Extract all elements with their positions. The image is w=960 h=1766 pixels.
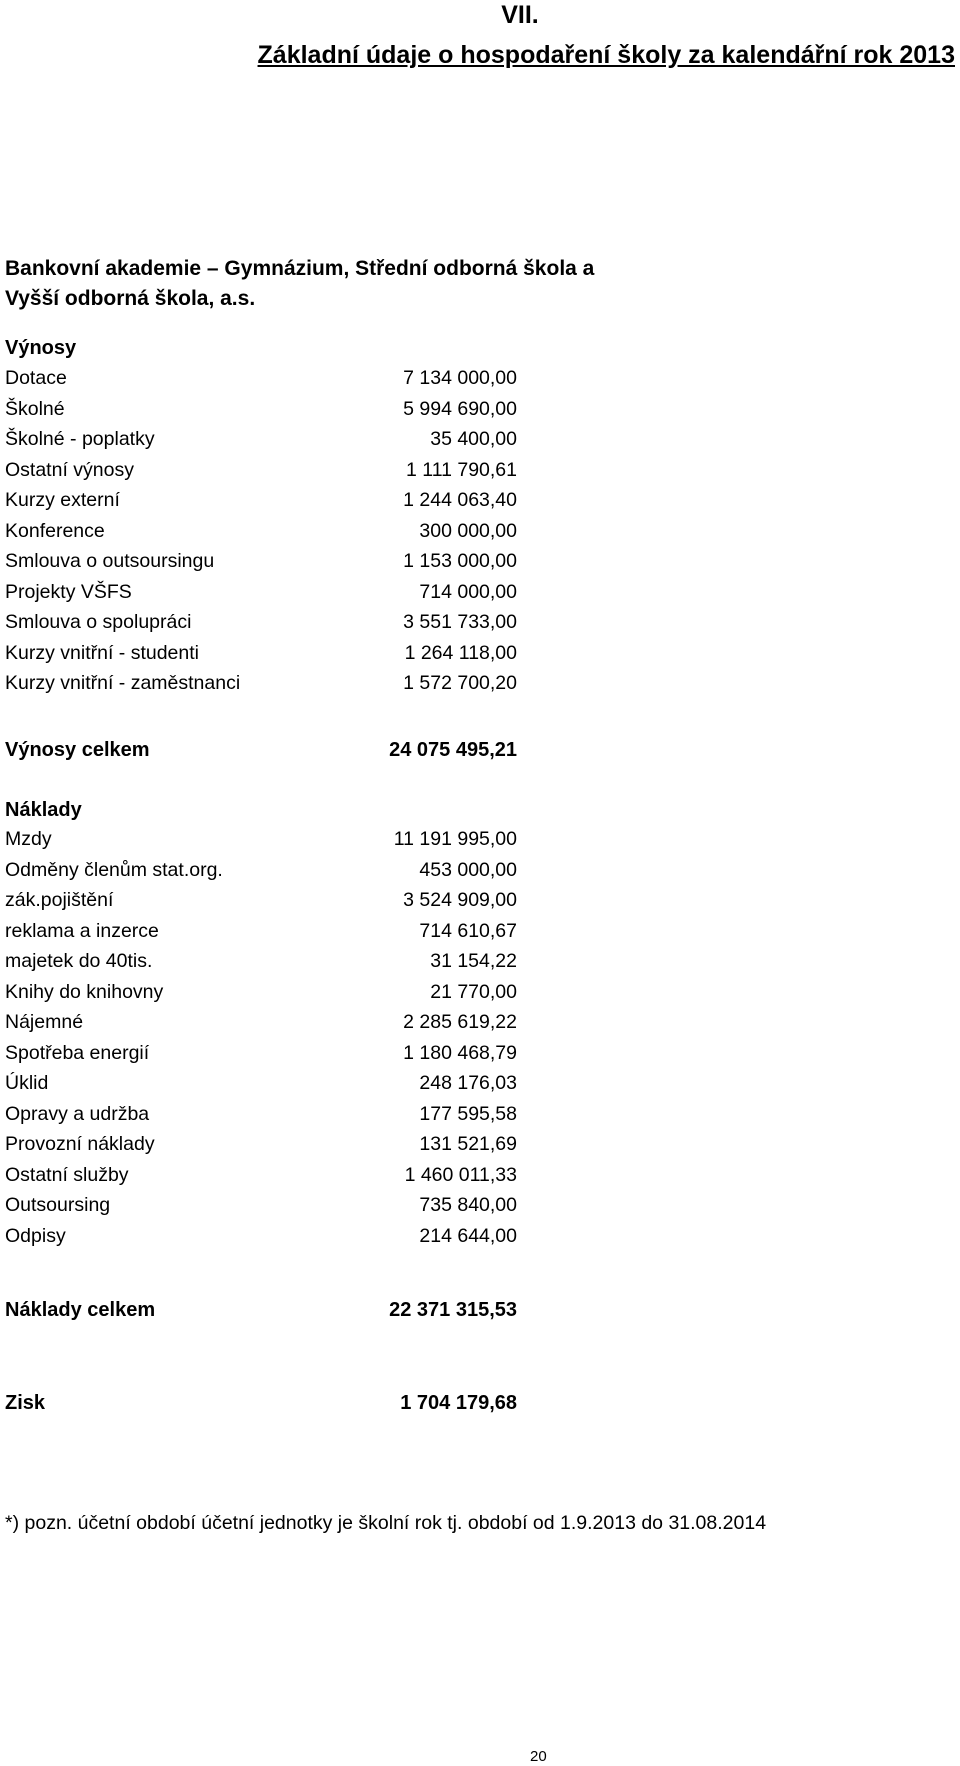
row-value: 735 840,00 (419, 1194, 517, 1216)
row-label: Úklid (5, 1072, 49, 1094)
row-value: 11 191 995,00 (393, 828, 517, 850)
cost-row (5, 1007, 517, 1038)
row-value: 35 400,00 (430, 428, 517, 450)
revenues-total-row (5, 735, 517, 765)
row-value: 1 153 000,00 (403, 550, 517, 572)
row-value: 300 000,00 (419, 519, 517, 542)
row-label: Opravy a udržba (5, 1102, 150, 1125)
organization-name (5, 254, 725, 314)
row-value: 214 644,00 (419, 1224, 517, 1247)
row-label: Kurzy externí (5, 489, 120, 511)
row-value: 7 134 000,00 (403, 367, 517, 389)
total-value: 24 075 495,21 (389, 739, 517, 761)
row-label: Smlouva o spolupráci (5, 611, 192, 633)
revenue-row (5, 363, 517, 394)
revenue-row (5, 516, 517, 547)
row-label: Mzdy (5, 828, 52, 850)
revenue-row (5, 577, 517, 608)
row-value: 131 521,69 (419, 1133, 517, 1155)
revenue-row (5, 546, 517, 577)
total-value: 22 371 315,53 (389, 1299, 517, 1321)
row-value: 1 244 063,40 (403, 489, 517, 511)
organization-line: Bankovní akademie – Gymnázium, Střední odborná škola a (5, 257, 595, 280)
row-label: Provozní náklady (5, 1133, 155, 1155)
row-value: 21 770,00 (430, 980, 517, 1003)
row-value: 31 154,22 (430, 950, 517, 972)
row-value: 5 994 690,00 (403, 397, 517, 420)
revenues-list (5, 363, 517, 699)
row-value: 1 460 011,33 (404, 1163, 517, 1186)
cost-row (5, 855, 517, 886)
revenue-row (5, 455, 517, 486)
cost-row (5, 1160, 517, 1191)
revenue-row (5, 638, 517, 669)
row-value: 1 264 118,00 (404, 641, 517, 664)
revenues-heading: Výnosy (5, 337, 77, 359)
row-value: 1 180 468,79 (403, 1041, 517, 1064)
row-label: Kurzy vnitřní - zaměstnanci (5, 672, 241, 694)
organization-line: Vyšší odborná škola, a.s. (5, 287, 256, 310)
profit-value: 1 704 179,68 (400, 1392, 517, 1414)
row-label: Školné (5, 397, 65, 420)
cost-row (5, 824, 517, 855)
row-label: Spotřeba energií (5, 1041, 150, 1064)
revenue-row (5, 607, 517, 638)
row-label: zák.pojištění (5, 889, 114, 911)
cost-row (5, 1190, 517, 1221)
cost-row (5, 1129, 517, 1160)
row-value: 714 000,00 (419, 580, 517, 603)
footnote: *) pozn. účetní období účetní jednotky je školní rok tj. období od 1.9.2013 do 31.08.2014 (5, 1512, 767, 1534)
cost-row (5, 1038, 517, 1069)
row-label: Nájemné (5, 1011, 84, 1033)
costs-total-row (5, 1295, 517, 1325)
cost-row (5, 946, 517, 977)
page-number: 20 (530, 1748, 547, 1765)
row-value: 1 572 700,20 (403, 672, 517, 694)
row-label: Smlouva o outsoursingu (5, 550, 215, 572)
cost-row (5, 1221, 517, 1252)
costs-list (5, 824, 517, 1251)
cost-row (5, 1068, 517, 1099)
row-value: 3 551 733,00 (403, 611, 517, 633)
row-value: 248 176,03 (419, 1072, 517, 1094)
row-label: reklama a inzerce (5, 919, 159, 942)
revenue-row (5, 668, 517, 699)
row-label: Odměny členům stat.org. (5, 858, 223, 881)
row-label: Outsoursing (5, 1194, 111, 1216)
row-label: Odpisy (5, 1224, 66, 1247)
total-label: Náklady celkem (5, 1299, 156, 1321)
section-number: VII. (501, 1, 539, 29)
page-title: Základní údaje o hospodaření školy za kalendářní rok 2013 (257, 41, 955, 69)
cost-row (5, 916, 517, 947)
row-value: 714 610,67 (419, 919, 517, 942)
profit-label: Zisk (5, 1392, 46, 1414)
cost-row (5, 885, 517, 916)
row-label: Knihy do knihovny (5, 980, 164, 1003)
row-label: Kurzy vnitřní - studenti (5, 641, 199, 664)
row-label: Ostatní služby (5, 1163, 129, 1186)
total-label: Výnosy celkem (5, 739, 150, 761)
cost-row (5, 977, 517, 1008)
row-value: 2 285 619,22 (403, 1011, 517, 1033)
row-label: majetek do 40tis. (5, 950, 153, 972)
revenue-row (5, 394, 517, 425)
revenue-row (5, 485, 517, 516)
profit-row (5, 1388, 517, 1418)
cost-row (5, 1099, 517, 1130)
row-value: 453 000,00 (419, 858, 517, 881)
row-label: Školné - poplatky (5, 428, 155, 450)
row-label: Projekty VŠFS (5, 580, 132, 603)
row-value: 177 595,58 (419, 1102, 517, 1125)
costs-heading: Náklady (5, 799, 82, 821)
row-label: Konference (5, 519, 105, 542)
revenue-row (5, 424, 517, 455)
row-label: Ostatní výnosy (5, 458, 134, 481)
row-label: Dotace (5, 367, 67, 389)
row-value: 3 524 909,00 (403, 889, 517, 911)
row-value: 1 111 790,61 (406, 458, 517, 481)
